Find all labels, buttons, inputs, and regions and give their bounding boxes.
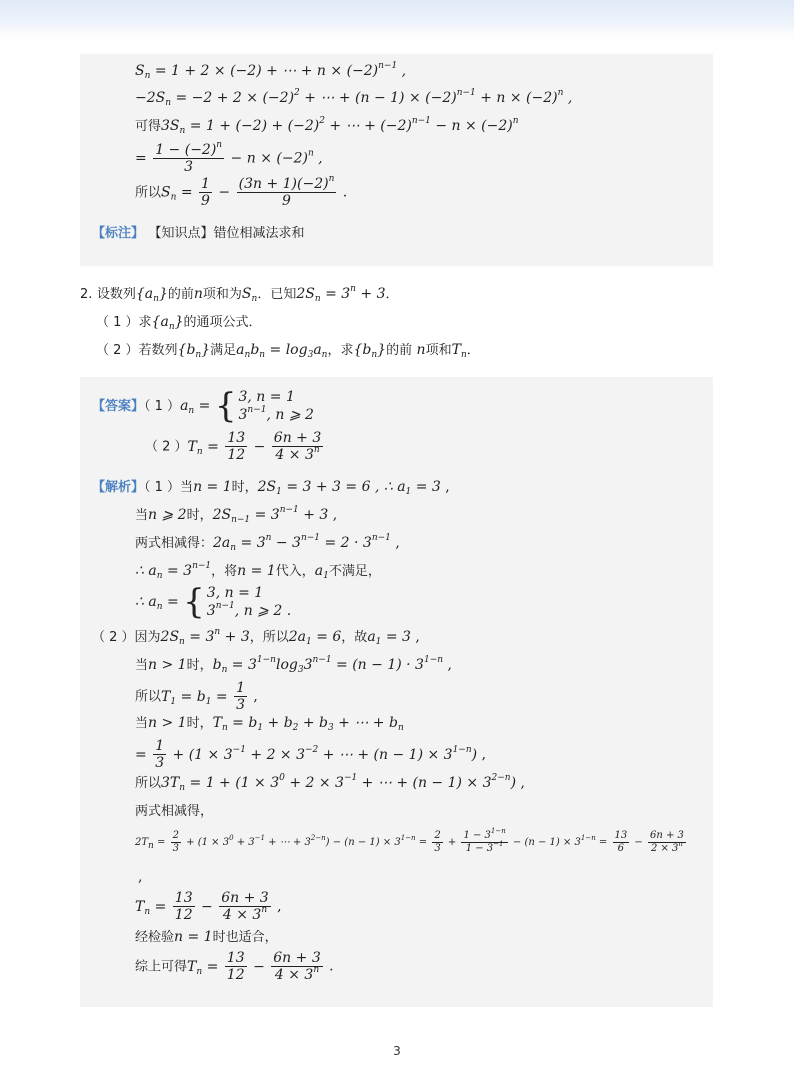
analysis-tag: 【解析】 xyxy=(92,480,145,495)
analysis-line: 所以$3T_n = 1 + (1 \times 3^0 + 2 \times 3^{-1}$ + ⋯ + $(n - 1) \times 3^{2-n}$) , xyxy=(135,773,525,793)
analysis-line: $T_n$ = $\frac{13}{12}$ − $\frac{6n + 3}{4 \times 3^n}$ , xyxy=(135,890,282,923)
answer-part-2: （ 2 ）$T_n$ = $\frac{13}{12}$ − $\frac{6n + 3}{4 \times 3^n}$ xyxy=(145,430,322,463)
analysis-line: 所以$T_1 = b_1$ = $\frac{1}{3}$ , xyxy=(135,680,258,713)
analysis-line: 两式相减得：$2a_n = 3^n - 3^{n-1} = 2 \cdot 3^{n-1}$ , xyxy=(135,533,400,553)
note-tag: 【标注】 xyxy=(92,226,145,241)
answer-part-1: 【答案】（ 1 ）$a_n$ = { 3, n = 1 $3^{n-1}$, n ⩾ 2 xyxy=(92,386,314,426)
formula-line: $-2S_n = -2 + 2 \times (-2)^2$ + ⋯ + $(n - 1) \times (-2)^{n-1} + n \times (-2)^n$ , xyxy=(135,88,573,108)
formula-line: $S_n = 1 + 2 \times (-2)$ + ⋯ + $n \times (-2)^{n-1}$ , xyxy=(135,61,407,81)
analysis-line: $2T_n$ = $\frac{2}{3}$ + ($1 \times 3^0 + 3^{-1}$ + ⋯ + $3^{2-n}) - (n - 1) \times 3^{1-n}$ = $\frac{2}{3}$ + $\frac{1 - 3^{1-n}}{1 - 3^{-1}}$ − $(n - 1) \times 3^{1-n}$ = $\frac{13}{6}$ − $\frac{6n + 3}{2 \times 3^n}$ xyxy=(135,827,684,854)
problem-part-1: （ 1 ）求$\{a_n\}$的通项公式． xyxy=(96,314,262,332)
answer-tag: 【答案】 xyxy=(92,399,145,414)
header-band xyxy=(0,0,794,38)
analysis-line: 当n > 1时，$T_n = b_1 + b_2 + b_3$ + ⋯ + $b_n$ xyxy=(135,715,404,733)
analysis-line: ∴ $a_n$ = { 3, n = 1 $3^{n-1}$, n ⩾ 2 . xyxy=(135,582,292,622)
analysis-line: 两式相减得， xyxy=(135,804,214,819)
analysis-line: 综上可得$T_n$ = $\frac{13}{12}$ − $\frac{6n + 3}{4 \times 3^n}$ . xyxy=(135,950,334,983)
analysis-line: 【解析】（ 1 ）当n = 1时，$2S_1 = 3 + 3 = 6$ , ∴ $a_1 = 3$ , xyxy=(92,479,450,497)
formula-line: 可得$3S_n = 1 + (-2) + (-2)^2$ + ⋯ + $(-2)^{n-1} - n \times (-2)^n$ xyxy=(135,116,519,136)
formula-line: 所以$S_n$ = $\frac{1}{9}$ − $\frac{(3n + 1)(-2)^n}{9}$ . xyxy=(135,174,348,209)
problem-statement: 2. 设数列$\{a_n\}$的前n项和为$S_n$．已知$2S_n = 3^n + 3$． xyxy=(80,284,399,304)
analysis-line: ∴ $a_n = 3^{n-1}$，将n = 1代入，$a_1$不满足， xyxy=(135,561,381,581)
problem-number: 2. xyxy=(80,287,93,302)
formula-line: = $\frac{1 - (-2)^n}{3}$ − $n \times (-2)^n$ , xyxy=(135,140,323,175)
analysis-line: （ 2 ）因为$2S_n = 3^n + 3$，所以$2a_1 = 6$，故$a_1 = 3$ , xyxy=(92,627,420,647)
page-number: 3 xyxy=(393,1044,401,1058)
note-line xyxy=(92,224,304,243)
analysis-line: 经检验n = 1时也适合， xyxy=(135,929,278,945)
analysis-line: 当n ⩾ 2时，$2S_{n-1} = 3^{n-1} + 3$ , xyxy=(135,505,338,525)
note-text: 【知识点】错位相减法求和 xyxy=(148,226,305,241)
analysis-line: , xyxy=(138,869,143,885)
analysis-line: 当n > 1时，$b_n = 3^{1-n}\log_33^{n-1} = (n - 1) \cdot 3^{1-n}$ , xyxy=(135,655,452,675)
problem-part-2: （ 2 ）若数列$\{b_n\}$满足$a_nb_n = \log_3a_n$，求$\{b_n\}$的前 n项和$T_n$． xyxy=(96,342,480,360)
analysis-line: = $\frac{1}{3}$ + ($1 \times 3^{-1} + 2 \times 3^{-2}$ + ⋯ + $(n - 1) \times 3^{1-n}$) , xyxy=(135,738,487,771)
